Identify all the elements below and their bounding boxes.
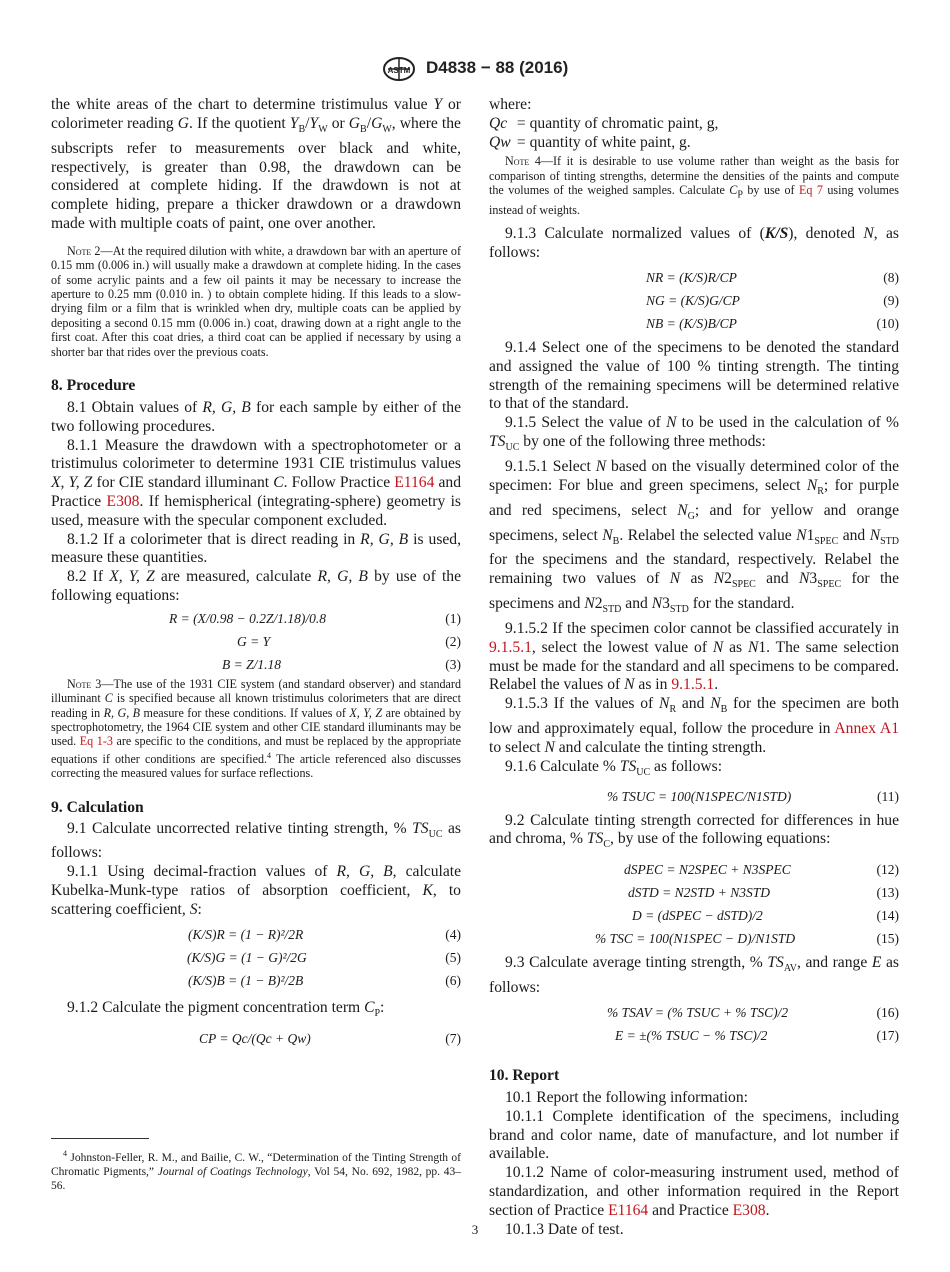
note-2: Note 2—At the required dilution with white, a drawdown bar with an aperture of 0.15 mm (0.006 in.) will usually make a drawdown at complete hiding. In the cases of some acrylic paints and a few oil paints it may be necessary to increase the aperture to 0.25 mm (0.010 in. ) to obtain complete hiding. If this leads to a slow-drying film or a film that is wrinkled when dry, multiple coats can be applied by depositing a second 0.15 mm (0.006 in.) coat, drawing down at a right angle to the first coat. After this coat dries, a third coat can be applied if necessary by using a shorter bar that rides over the previous coats. [51, 243, 461, 359]
paragraph-10-1-1: 10.1.1 Complete identification of the specimens, including brand and color name, date of manufacture, and lot number if available. [489, 1107, 899, 1163]
equation-4: (K/S)R = (1 − R)²/2R (4) [188, 926, 461, 942]
equation-5: (K/S)G = (1 − G)²/2G (5) [187, 949, 461, 965]
paragraph-10-1-3: 10.1.3 Date of test. [505, 1220, 624, 1238]
page-header [0, 56, 950, 84]
note-4: Note 4—If it is desirable to use volume rather than weight as the basis for comparison of tinting strengths, determine the densities of the paints and compute the volumes of the weighed samples. Calculate $C_P$ by use of Eq 7 using volumes instead of weights. [489, 154, 899, 218]
document-id: D4838 − 88 (2016) [426, 58, 569, 77]
paragraph-9-2: 9.2 Calculate tinting strength corrected for differences in hue and chroma, % $TS_C$, by use of the following equations: [489, 811, 899, 851]
link-e1164[interactable]: E1164 [394, 474, 435, 492]
equation-1: R = (X/0.98 − 0.2Z/1.18)/0.8 (1) [169, 610, 461, 626]
equation-10: NB = (K/S)B/CP (10) [646, 316, 899, 332]
section-9-heading: 9. Calculation [51, 798, 144, 816]
link-annex-a1[interactable]: Annex A1 [834, 720, 899, 738]
equation-16: % TSAV = (% TSUC + % TSC)/2 (16) [607, 1005, 899, 1021]
paragraph-10-1-2: 10.1.2 Name of color-measuring instrument used, method of standardization, and other information required in the Report section of Practice E1164 and Practice E308. [489, 1164, 899, 1219]
note-3: Note 3—The use of the 1931 CIE system (and standard observer) and standard illuminant C is specified because all known tristimulus colorimeters that are direct reading in R, G, B measure for these conditions. If values of X, Y, Z are obtained by spectrophotometry, the 1964 CIE system and other CIE standard illuminants may be used. Eq 1-3 are specific to the conditions, and must be replaced by the appropriate equations if other conditions are specified.$^4$ The article referenced also discusses correcting the measured values for surface reflections. [51, 676, 461, 781]
page-number: 3 [471, 1222, 479, 1237]
section-8-heading: 8. Procedure [51, 376, 136, 394]
footnote-rule [51, 1138, 149, 1139]
paragraph-9-1-3: 9.1.3 Calculate normalized values of (K/S), denoted N, as follows: [489, 225, 899, 262]
paragraph-9-1-1: 9.1.1 Using decimal-fraction values of R, G, B, calculate Kubelka-Munk-type ratios of absorption coefficient, K, to scattering coefficient, S: [51, 863, 462, 918]
paragraph-8-1-1: 8.1.1 Measure the drawdown with a spectrophotometer or a tristimulus colorimeter to determine 1931 CIE tristimulus values X, Y, Z for CIE standard illuminant C. Follow Practice E1164 and Practice E308. If hemispherical (integrating-sphere) geometry is used, measure with the specular component excluded. [51, 436, 461, 529]
link-9-1-5-1-b[interactable]: 9.1.5.1 [671, 676, 715, 694]
paragraph-9-1-5-2: 9.1.5.2 If the specimen color cannot be classified accurately in 9.1.5.1, select the lowest value of N as N1. The same selection must be made for the standard and all specimens to be compared. Relabel the values of N as in 9.1.5.1. [489, 620, 899, 694]
link-eq-1-3[interactable]: Eq 1-3 [79, 734, 113, 749]
paragraph-9-1-5: 9.1.5 Select the value of N to be used in the calculation of % $TS_{UC}$ by one of the following three methods: [489, 414, 899, 454]
equation-11: % TSUC = 100(N1SPEC/N1STD) (11) [607, 788, 899, 804]
paragraph-9-1-4: 9.1.4 Select one of the specimens to be denoted the standard and assigned the value of 100 % tinting strength. The tinting strength of the remaining specimens will be determined relative to that of the standard. [489, 339, 899, 413]
section-10-heading: 10. Report [489, 1067, 560, 1085]
equation-15: % TSC = 100(N1SPEC − D)/N1STD (15) [595, 931, 899, 947]
equation-7: CP = Qc/(Qc + Qw) (7) [199, 1030, 461, 1046]
equation-6: (K/S)B = (1 − B)²/2B (6) [188, 972, 461, 988]
equation-12: dSPEC = N2SPEC + N3SPEC (12) [624, 862, 899, 878]
paragraph-9-1-5-1: 9.1.5.1 Select N based on the visually determined color of the specimen: For blue and green specimens, select $N_R$; for purple and red specimens, select $N_G$; and for yellow and orange specimens, select $N_B$. Relabel the selected value $N1_{SPEC}$ and $N_{STD}$ for the specimens and the standard, respectively. Relabel the remaining two values of N as $N2_{SPEC}$ and $N3_{SPEC}$ for the specimens and $N2_{STD}$ and $N3_{STD}$ for the standard. [489, 457, 900, 616]
equation-14: D = (dSPEC − dSTD)/2 (14) [632, 908, 899, 924]
paragraph-9-1-6: 9.1.6 Calculate % $TS_{UC}$ as follows: [505, 757, 723, 778]
paragraph-8-1: 8.1 Obtain values of R, G, B for each sample by either of the two following procedures. [51, 398, 462, 435]
paragraph-8-2: 8.2 If X, Y, Z are measured, calculate R, G, B by use of the following equations: [51, 568, 461, 604]
equation-17: E = ±(% TSUC − % TSC)/2 (17) [615, 1028, 899, 1044]
definition-qw: Qw = quantity of white paint, g. [489, 133, 691, 151]
where-label: where: [489, 96, 532, 113]
astm-logo-icon [382, 56, 416, 82]
equation-8: NR = (K/S)R/CP (8) [646, 270, 899, 286]
intro-paragraph: the white areas of the chart to determine tristimulus value Y or colorimeter reading G. If the quotient $Y_B/Y_W$ or $G_B/G_W$, where the subscripts refer to measurements over black and white, respectively, is greater than 0.98, the drawdown can be considered at complete hiding. If the drawdown is not at complete hiding, prepare a thicker drawdown or a drawdown made with multiple coats of paint, one over another. [51, 96, 462, 232]
footnote-4: $^4$ Johnston-Feller, R. M., and Bailie, C. W., “Determination of the Tinting Strength of Chromatic Pigments,” Journal of Coatings Technology, Vol 54, No. 692, 1982, pp. 43–56. [51, 1149, 461, 1192]
link-e308[interactable]: E308 [106, 492, 140, 510]
svg-text:ASTM: ASTM [387, 66, 411, 75]
paragraph-9-1-5-3: 9.1.5.3 If the values of $N_R$ and $N_B$ for the specimen are both low and approximately equal, follow the procedure in Annex A1 to select N and calculate the tinting strength. [489, 695, 900, 756]
paragraph-9-1-2: 9.1.2 Calculate the pigment concentration term $C_P$: [67, 998, 385, 1019]
link-eq-7[interactable]: Eq 7 [798, 183, 823, 198]
paragraph-9-3: 9.3 Calculate average tinting strength, % $TS_{AV}$, and range E as follows: [489, 954, 899, 997]
link-9-1-5-1[interactable]: 9.1.5.1 [489, 638, 532, 656]
equation-3: B = Z/1.18 (3) [222, 656, 461, 672]
paragraph-8-1-2: 8.1.2 If a colorimeter that is direct reading in R, G, B is used, measure these quantities. [51, 530, 462, 567]
equation-9: NG = (K/S)G/CP (9) [646, 293, 899, 309]
right-column [489, 96, 899, 1239]
equation-13: dSTD = N2STD + N3STD (13) [628, 885, 899, 901]
paragraph-9-1: 9.1 Calculate uncorrected relative tinting strength, % $TS_{UC}$ as follows: [51, 819, 461, 862]
definition-qc: Qc = quantity of chromatic paint, g, [489, 114, 719, 132]
link-e308-b[interactable]: E308 [732, 1201, 766, 1219]
link-e1164-b[interactable]: E1164 [608, 1201, 649, 1219]
left-column [51, 96, 461, 1051]
equation-2: G = Y (2) [237, 633, 461, 649]
paragraph-10-1: 10.1 Report the following information: [505, 1089, 748, 1107]
